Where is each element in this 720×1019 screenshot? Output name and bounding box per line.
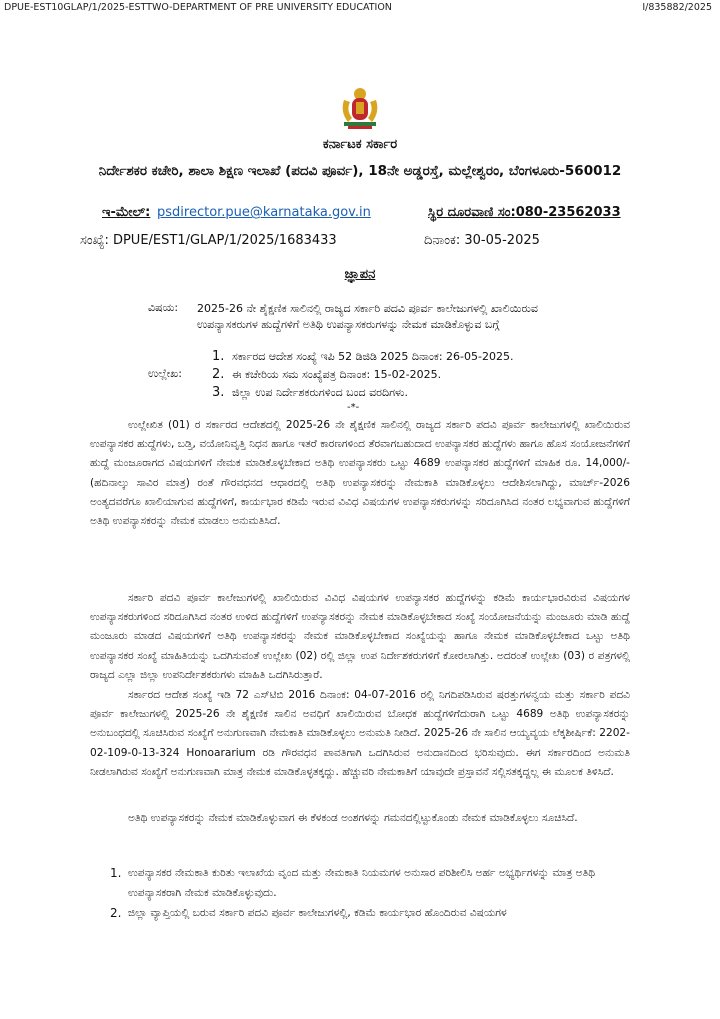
reference-item: 2. ಈ ಕಚೇರಿಯ ಸಮ ಸಂಖ್ಯೆಪತ್ರ ದಿನಾಂಕ: 15-02-2025. bbox=[212, 367, 442, 382]
phone-number: ಸ್ಥಿರ ದೂರವಾಣಿ ಸಂ:080-23562033 bbox=[428, 205, 621, 220]
reference-number: ಸಂಖ್ಯೆ: DPUE/EST1/GLAP/1/2025/1683433 bbox=[80, 233, 337, 248]
document-title: ಜ್ಞಾಪನ bbox=[344, 267, 376, 282]
document-date: ದಿನಾಂಕ: 30-05-2025 bbox=[424, 233, 540, 248]
body-paragraph: ಸರ್ಕಾರಿ ಪದವಿ ಪೂರ್ವ ಕಾಲೇಜುಗಳಲ್ಲಿ ಖಾಲಿಯಿರುವ ವಿವಿಧ ವಿಷಯಗಳ ಉಪನ್ಯಾಸಕರ ಹುದ್ದೆಗಳನ್ನು ಕಡಿಮೆ ಕಾರ್ಯಭಾರವಿರುವ ವಿಷಯಗಳ ಉಪನ್ಯಾಸಕರುಗಳಿಂದ ಸರಿದೂಗಿಸಿದ ನಂತರ ಉಳಿದ ಹುದ್ದೆಗಳಿಗೆ ಉಪನ್ಯಾಸಕರನ್ನು ನೇಮಕ ಮಾಡಿಕೊಳ್ಳಬೇಕಾದ ಸಂಖ್ಯೆ ಸಂಯೋಜನೆಯನ್ನು ಮಂಜೂರು ಮಾಡಿ ಹುದ್ದೆ ಮಂಜೂರು ಮಾಡದ ವಿಷಯಗಳಿಗೆ ಅತಿಥಿ ಉಪನ್ಯಾಸಕರನ್ನು ನೇಮಕ ಮಾಡಿಕೊಳ್ಳಬೇಕಾದ ಸಂಖ್ಯೆಯನ್ನು ಹಾಗೂ ನೇಮಕ ಮಾಡಿಕೊಳ್ಳಬೇಕಾದ ಒಟ್ಟು ಅತಿಥಿ ಉಪನ್ಯಾಸಕರ ಸಂಖ್ಯೆ ಮಾಹಿತಿಯನ್ನು ಒದಗಿಸುವಂತೆ ಉಲ್ಲೇಖ (02) ರಲ್ಲಿ ಜಿಲ್ಲಾ ಉಪ ನಿರ್ದೇಶಕರುಗಳಿಗೆ ಕೋರಲಾಗಿತ್ತು. ಅದರಂತೆ ಉಲ್ಲೇಖ (03) ರ ಪತ್ರಗಳಲ್ಲಿ ರಾಜ್ಯದ ಎಲ್ಲಾ ಜಿಲ್ಲಾ ಉಪನಿರ್ದೇಶಕರುಗಳು ಮಾಹಿತಿ ಒದಗಿಸಿರುತ್ತಾರೆ. bbox=[90, 592, 630, 681]
instruction-item: 1. ಉಪನ್ಯಾಸಕರ ನೇಮಕಾತಿ ಕುರಿತು ಇಲಾಖೆಯ ವೃಂದ ಮತ್ತು ನೇಮಕಾತಿ ನಿಯಮಗಳ ಅನುಸಾರ ಪರಿಶೀಲಿಸಿ ಅರ್ಹ ಅಭ್ಯರ್ಥಿಗಳನ್ನು ಮಾತ್ರ ಅತಿಥಿ ಉಪನ್ಯಾಸಕರಾಗಿ ನೇಮಕ ಮಾಡಿಕೊಳ್ಳುವುದು. bbox=[110, 866, 596, 899]
separator: -*- bbox=[347, 402, 360, 413]
government-name: ಕರ್ನಾಟಕ ಸರ್ಕಾರ bbox=[322, 137, 398, 152]
reference-item: 3. ಜಿಲ್ಲಾ ಉಪ ನಿರ್ದೇಶಕರುಗಳಿಂದ ಬಂದ ವರದಿಗಳು. bbox=[212, 385, 409, 400]
references-list bbox=[212, 348, 513, 402]
document-number: I/835882/2025 bbox=[642, 2, 712, 13]
file-reference: DPUE-EST10GLAP/1/2025-ESTTWO-DEPARTMENT OF PRE UNIVERSITY EDUCATION bbox=[4, 2, 392, 13]
body-paragraph: ಸರ್ಕಾರದ ಆದೇಶ ಸಂಖ್ಯೆ ಇಡಿ 72 ಎಸ್‌ಟಿಬಿ 2016 ದಿನಾಂಕ: 04-07-2016 ರಲ್ಲಿ ನಿಗದಿಪಡಿಸಿರುವ ಷರತ್ತುಗಳನ್ವಯ ಮತ್ತು ಸರ್ಕಾರಿ ಪದವಿ ಪೂರ್ವ ಕಾಲೇಜುಗಳಲ್ಲಿ 2025-26 ನೇ ಶೈಕ್ಷಣಿಕ ಸಾಲಿನ ಅವಧಿಗೆ ಖಾಲಿಯಿರುವ ಬೋಧಕ ಹುದ್ದೆಗಳಿಗೆದುರಾಗಿ ಒಟ್ಟು 4689 ಅತಿಥಿ ಉಪನ್ಯಾಸಕರನ್ನು ಅನುಬಂಧದಲ್ಲಿ ಸೂಚಿಸಿರುವ ಸಂಖ್ಯೆಗೆ ಅನುಗುಣವಾಗಿ ನೇಮಕಾತಿ ಮಾಡಿಕೊಳ್ಳಲು ಅನುಮತಿ ನೀಡಿದೆ. 2025-26 ನೇ ಸಾಲಿನ ಆಯ್ಯವ್ಯಯ ಲೆಕ್ಕಶೀರ್ಷಿಕೆ: 2202-02-109-0-13-324 Honoararium ರಡಿ ಗೌರವಧನ ಪಾವತಿಗಾಗಿ ಒದಗಿಸಿರುವ ಅನುದಾನದಿಂದ ಭರಿಸುವುದು. ಈಗ ಸರ್ಕಾರದಿಂದ ಅನುಮತಿ ನೀಡಲಾಗಿರುವ ಸಂಖ್ಯೆಗೆ ಅನುಗುಣವಾಗಿ ಮಾತ್ರ ನೇಮಕ ಮಾಡಿಕೊಳ್ಳತಕ್ಕದ್ದು. ಹೆಚ್ಚುವರಿ ನೇಮಕಾತಿಗೆ ಯಾವುದೇ ಪ್ರಸ್ತಾವನೆ ಸಲ್ಲಿಸತಕ್ಕದ್ದಲ್ಲ ಈ ಮೂಲಕ ತಿಳಿಸಿದೆ. bbox=[90, 689, 630, 778]
subject-label: ವಿಷಯ: bbox=[148, 301, 179, 314]
reference-item: 1. ಸರ್ಕಾರದ ಆದೇಶ ಸಂಖ್ಯೆ ಇಪಿ 52 ಡಿಜಿಡಿ 2025 ದಿನಾಂಕ: 26-05-2025. bbox=[212, 349, 514, 364]
body-paragraph: ಉಲ್ಲೇಖಿತ (01) ರ ಸರ್ಕಾರದ ಆದೇಶದಲ್ಲಿ 2025-26 ನೇ ಶೈಕ್ಷಣಿಕ ಸಾಲಿನಲ್ಲಿ ರಾಜ್ಯದ ಸರ್ಕಾರಿ ಪದವಿ ಪೂರ್ವ ಕಾಲೇಜುಗಳಲ್ಲಿ ಖಾಲಿಯಿರುವ ಉಪನ್ಯಾಸಕರ ಹುದ್ದೆಗಳು, ಬಡ್ತಿ, ವಯೋನಿವೃತ್ತಿ ನಿಧನ ಹಾಗೂ ಇತರೆ ಕಾರಣಗಳಿಂದ ತೆರವಾಗಬಹುದಾದ ಉಪನ್ಯಾಸಕರ ಹುದ್ದೆಗಳು ಹಾಗೂ ಹೊಸ ಸಂಯೋಜನೆಗಳಿಗೆ ಹುದ್ದೆ ಮಂಜೂರಾಗದ ವಿಷಯಗಳಿಗೆ ನೇಮಕ ಮಾಡಿಕೊಳ್ಳಬೇಕಾದ ಅತಿಥಿ ಉಪನ್ಯಾಸಕರು ಒಟ್ಟು 4689 ಉಪನ್ಯಾಸಕರ ಹುದ್ದೆಗಳಿಗೆ ಮಾಹಿಕ ರೂ. 14,000/- (ಹದಿನಾಲ್ಕು ಸಾವಿರ ಮಾತ್ರ) ರಂತೆ ಗೌರವಧನದ ಆಧಾರದಲ್ಲಿ ಅತಿಥಿ ಉಪನ್ಯಾಸಕರನ್ನು ನೇಮಕಾತಿ ಮಾಡಿಕೊಳ್ಳಲು ಆದೇಶಿಸಲಾಗಿದ್ದು, ಮಾರ್ಚ್-2026 ಅಂತ್ಯದವರೆಗೂ ಖಾಲಿಯಾಗುವ ಹುದ್ದೆಗಳಿಗೆ, ಕಾರ್ಯಭಾರ ಕಡಿಮೆ ಇರುವ ವಿವಿಧ ವಿಷಯಗಳ ಉಪನ್ಯಾಸಕರುಗಳನ್ನು ಸರಿದೂಗಿಸಿದ ನಂತರ ಲಭ್ಯವಾಗುವ ಹುದ್ದೆಗಳಿಗೆ ಅತಿಥಿ ಉಪನ್ಯಾಸಕರನ್ನು ನೇಮಕ ಮಾಡಲು ಅನುಮತಿಸಿದೆ. bbox=[90, 419, 630, 528]
karnataka-emblem-icon bbox=[338, 84, 382, 130]
email-link[interactable]: psdirector.pue@karnataka.gov.in bbox=[157, 205, 371, 220]
file-header bbox=[0, 0, 720, 16]
body-paragraph: ಅತಿಥಿ ಉಪನ್ಯಾಸಕರನ್ನು ನೇಮಕ ಮಾಡಿಕೊಳ್ಳುವಾಗ ಈ ಕೆಳಕಂಡ ಅಂಶಗಳನ್ನು ಗಮನದಲ್ಲಿಟ್ಟುಕೊಂಡು ನೇಮಕ ಮಾಡಿಕೊಳ್ಳಲು ಸೂಚಿಸಿದೆ. bbox=[128, 812, 578, 824]
references-label: ಉಲ್ಲೇಖ: bbox=[148, 367, 182, 380]
instruction-item: 2. ಜಿಲ್ಲಾ ವ್ಯಾಪ್ತಿಯಲ್ಲಿ ಬರುವ ಸರ್ಕಾರಿ ಪದವಿ ಪೂರ್ವ ಕಾಲೇಜುಗಳಲ್ಲಿ, ಕಡಿಮೆ ಕಾರ್ಯಭಾರ ಹೊಂದಿರುವ ವಿಷಯಗಳ bbox=[110, 906, 507, 920]
subject-text: 2025-26 ನೇ ಶೈಕ್ಷಣಿಕ ಸಾಲಿನಲ್ಲಿ ರಾಜ್ಯದ ಸರ್ಕಾರಿ ಪದವಿ ಪೂರ್ವ ಕಾಲೇಜುಗಳಲ್ಲಿ ಖಾಲಿಯಿರುವ ಉಪನ್ಯಾಸಕರುಗಳ ಹುದ್ದೆಗಳಿಗೆ ಅತಿಥಿ ಉಪನ್ಯಾಸಕರುಗಳನ್ನು ನೇಮಕ ಮಾಡಿಕೊಳ್ಳುವ ಬಗ್ಗೆ bbox=[197, 302, 538, 331]
email-label: ಇ-ಮೇಲ್: bbox=[102, 205, 151, 220]
office-address: ನಿರ್ದೇಶಕರ ಕಚೇರಿ, ಶಾಲಾ ಶಿಕ್ಷಣ ಇಲಾಖೆ (ಪದವಿ ಪೂರ್ವ), 18ನೇ ಅಡ್ಡರಸ್ತೆ, ಮಲ್ಲೇಶ್ವರಂ, ಬೆಂಗಳೂರು-560012 bbox=[98, 163, 622, 179]
